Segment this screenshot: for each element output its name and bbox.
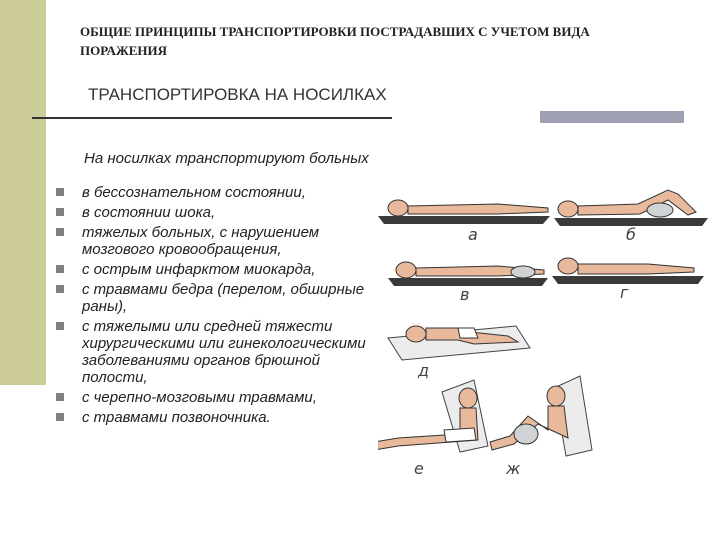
bullet-icon [56,285,64,293]
bullet-icon [56,413,64,421]
bullet-icon [56,188,64,196]
intro-text: На носилках транспортируют больных [84,150,369,167]
list-item: в состоянии шока, [56,204,366,221]
figure-a-supine [378,200,550,224]
bullet-icon [56,228,64,236]
sidebar-accent [0,0,46,385]
list-item: в бессознательном состоянии, [56,184,366,201]
figure-d-head-raised [552,258,704,284]
figure-label-d: г [620,283,629,302]
bullet-icon [56,322,64,330]
figure-e-lateral-position [388,326,530,360]
decorative-rule-block [540,111,684,123]
list-item: тяжелых больных, с нарушением мозгового кровообращения, [56,224,366,258]
figure-label-b: б [626,225,636,244]
bullet-icon [56,393,64,401]
figure-g-semi-sitting-roll [490,376,592,456]
page-title: ОБЩИЕ ПРИНЦИПЫ ТРАНСПОРТИРОВКИ ПОСТРАДАВШИХ С УЧЕТОМ ВИДА ПОРАЖЕНИЯ [80,24,590,58]
bullet-icon [56,265,64,273]
bullet-icon [56,208,64,216]
list-item: с травмами позвоночника. [56,409,366,426]
title-underline [32,117,392,119]
list-item: с тяжелыми или средней тяжести хирургическими или гинекологическими заболеваниями органов брюшной полости, [56,318,366,386]
figure-label-g: ж [506,459,521,478]
figure-label-e: д [418,361,430,380]
section-subtitle: ТРАНСПОРТИРОВКА НА НОСИЛКАХ [88,85,387,104]
figure-label-f: е [414,459,424,478]
indications-list [56,184,366,429]
figure-label-a: а [468,225,478,244]
list-item: с черепно-мозговыми травмами, [56,389,366,406]
figure-b-roll-under-knees [554,190,708,226]
stretcher-positions-illustration [378,168,708,498]
list-item: с острым инфарктом миокарда, [56,261,366,278]
figure-f-semi-sitting [378,380,488,452]
figure-c-roll-under-neck [388,262,548,286]
figure-label-c: в [460,285,470,304]
list-item: с травмами бедра (перелом, обширные раны), [56,281,366,315]
